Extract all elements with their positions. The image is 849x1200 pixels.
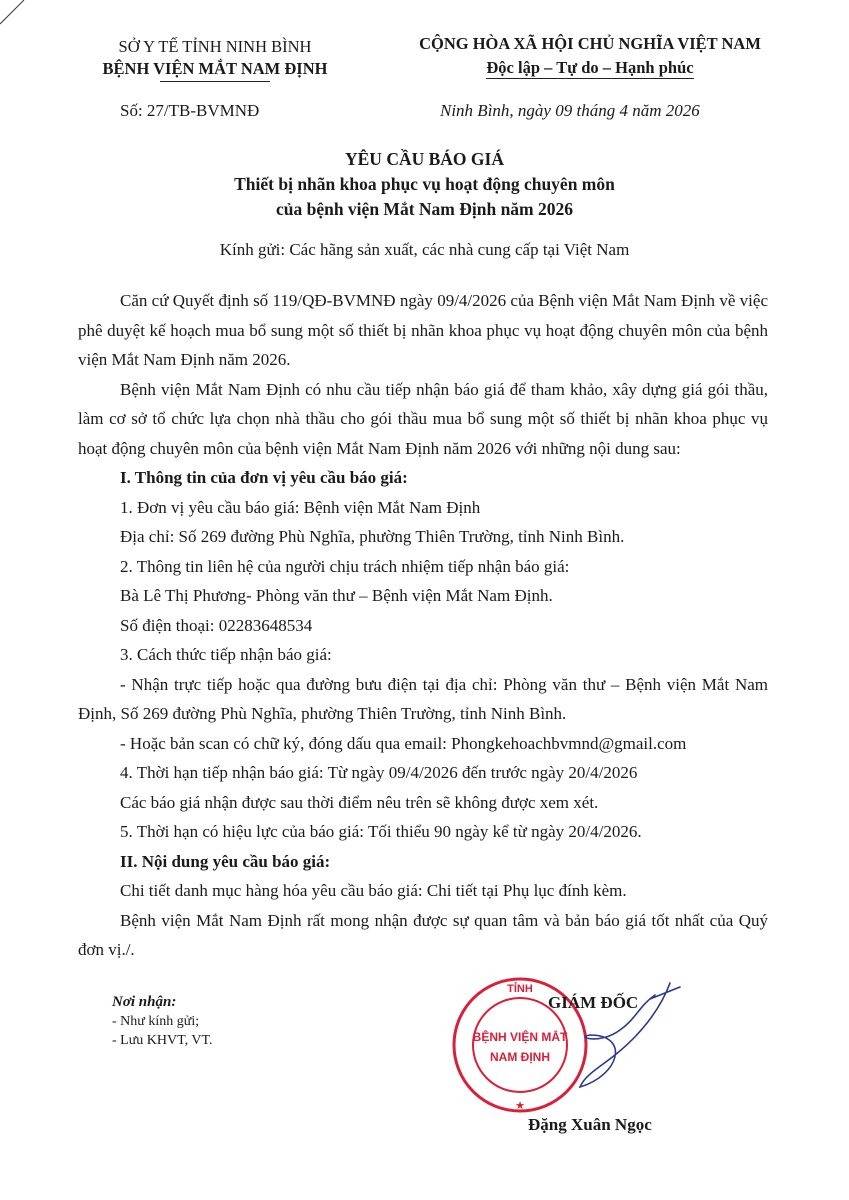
corner-scan-mark [0,0,26,26]
body-line: Các báo giá nhận được sau thời điểm nêu trên sẽ không được xem xét. [120,792,599,812]
body-line: - Hoặc bản scan có chữ ký, đóng dấu qua email: Phongkehoachbvmnd@gmail.com [120,733,687,753]
body-line: Bà Lê Thị Phương- Phòng văn thư – Bệnh viện Mắt Nam Định. [120,586,553,605]
stamp-center-text-1: BỆNH VIỆN MẮT [472,1030,568,1044]
body-line: 5. Thời hạn có hiệu lực của báo giá: Tối thiểu 90 ngày kể từ ngày 20/4/2026. [120,822,642,841]
title-line-1: YÊU CẦU BÁO GIÁ [345,149,504,169]
receiver-item: - Như kính gửi; [112,1014,200,1029]
signer-name: Đặng Xuân Ngọc [528,1115,652,1134]
receivers-heading: Nơi nhận: [112,994,177,1010]
org-underline [160,81,270,82]
body-paragraph: Bệnh viện Mắt Nam Định rất mong nhận được sự quan tâm và bản báo giá tốt nhất của Quý đơn vị./. [78,910,768,959]
document-body [78,286,768,965]
recipient-line: Kính gửi: Các hãng sản xuất, các nhà cung cấp tại Việt Nam [219,240,630,259]
document-title [0,147,849,222]
body-line: 1. Đơn vị yêu cầu báo giá: Bệnh viện Mắt Nam Định [120,497,481,517]
signer-title: GIÁM ĐỐC [548,993,639,1012]
issuing-organization [80,36,350,82]
national-motto [380,32,800,80]
stamp-star-icon: ★ [515,1099,525,1112]
stamp-top-text: TỈNH [507,983,533,995]
nation-slogan: Độc lập – Tự do – Hạnh phúc [486,58,694,77]
body-line: Số điện thoại: 02283648534 [120,615,313,635]
org-hospital-name: BỆNH VIỆN MẮT NAM ĐỊNH [102,59,328,78]
body-line: 3. Cách thức tiếp nhận báo giá: [120,645,332,664]
document-number: Số: 27/TB-BVMNĐ [120,101,260,120]
place-and-date: Ninh Bình, ngày 09 tháng 4 năm 2026 [440,101,700,120]
body-line: 2. Thông tin liên hệ của người chịu trách nhiệm tiếp nhận báo giá: [120,556,570,576]
section-heading: I. Thông tin của đơn vị yêu cầu báo giá: [120,468,408,487]
body-line: 4. Thời hạn tiếp nhận báo giá: Từ ngày 09/4/2026 đến trước ngày 20/4/2026 [120,763,638,782]
stamp-center-text-2: NAM ĐỊNH [490,1050,550,1064]
title-line-3: của bệnh viện Mắt Nam Định năm 2026 [275,199,574,219]
body-line: Địa chỉ: Số 269 đường Phù Nghĩa, phường Thiên Trường, tỉnh Ninh Bình. [120,527,625,546]
body-paragraph: Bệnh viện Mắt Nam Định có nhu cầu tiếp nhận báo giá để tham khảo, xây dựng giá gói thầu, làm cơ sở tổ chức lựa chọn nhà thầu cho gói thầu mua bổ sung một số thiết bị nhãn khoa phục vụ hoạt động chuyên môn của bệnh viện Mắt Nam Định năm 2026 với những nội dung sau: [78,379,768,458]
nation-name: CỘNG HÒA XÃ HỘI CHỦ NGHĨA VIỆT NAM [419,34,761,53]
body-line: Chi tiết danh mục hàng hóa yêu cầu báo giá: Chi tiết tại Phụ lục đính kèm. [120,881,627,900]
org-department: SỞ Y TẾ TỈNH NINH BÌNH [118,37,312,56]
body-line: - Nhận trực tiếp hoặc qua đường bưu điện tại địa chỉ: Phòng văn thư – Bệnh viện Mắt Nam Định, Số 269 đường Phù Nghĩa, phường Thiên Trường, tỉnh Ninh Bình. [78,674,768,723]
title-line-2: Thiết bị nhãn khoa phục vụ hoạt động chuyên môn [234,174,615,194]
receivers-block [112,993,213,1050]
section-heading: II. Nội dung yêu cầu báo giá: [120,851,331,871]
body-paragraph: Căn cứ Quyết định số 119/QĐ-BVMNĐ ngày 09/4/2026 của Bệnh viện Mắt Nam Định về việc phê duyệt kế hoạch mua bổ sung một số thiết bị nhãn khoa phục vụ hoạt động chuyên môn của bệnh viện Mắt Nam Định năm 2026. [78,291,768,369]
receiver-item: - Lưu KHVT, VT. [112,1033,213,1048]
